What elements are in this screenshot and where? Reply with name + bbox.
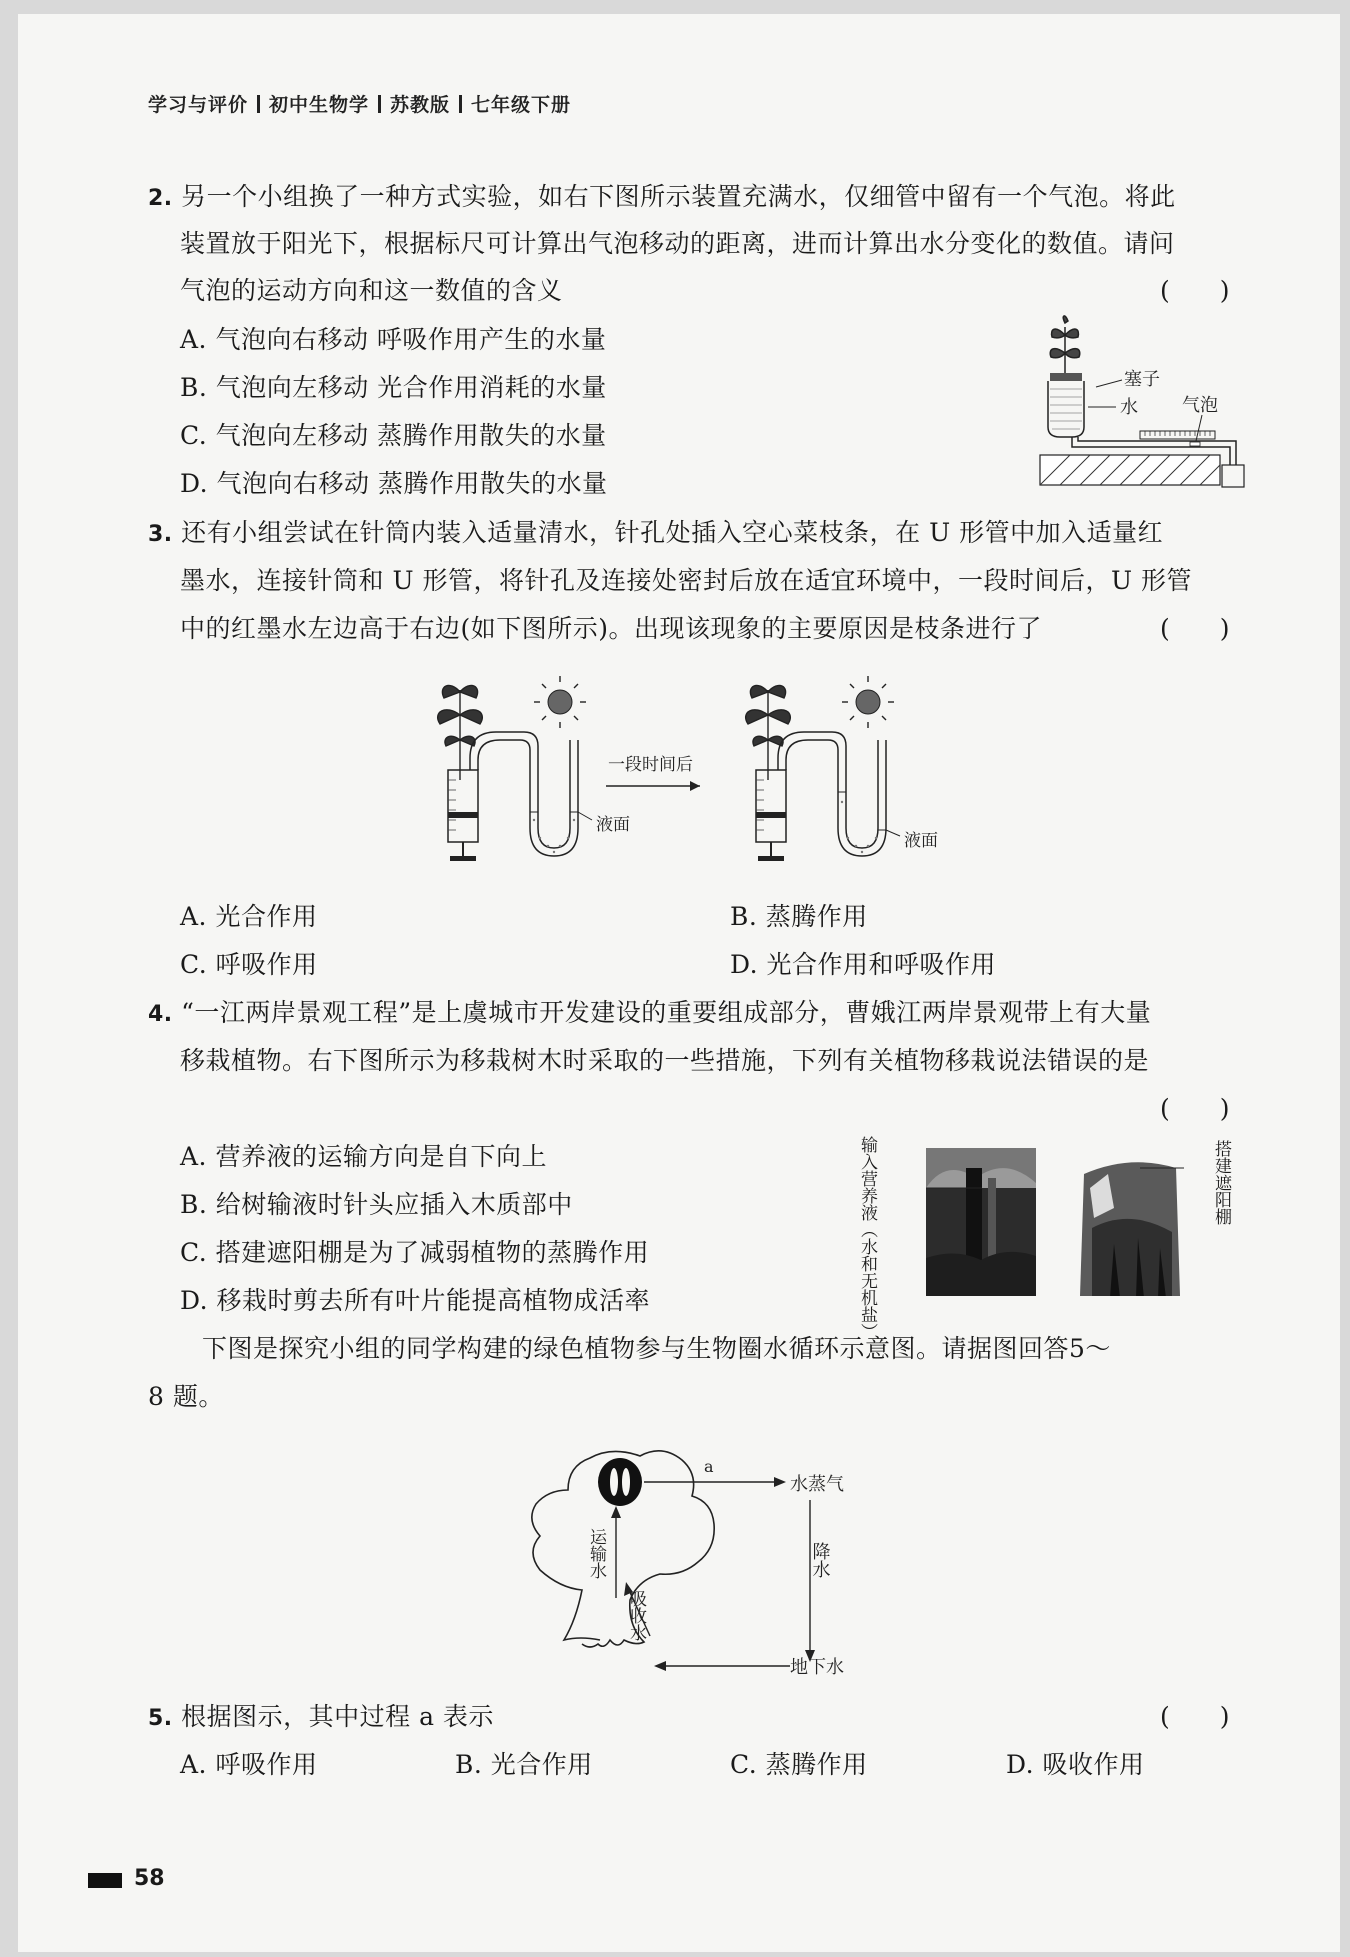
- q2-line3: 气泡的运动方向和这一数值的含义: [180, 276, 563, 305]
- q2-answer-blank: ( ): [1160, 276, 1230, 305]
- setup-before: [438, 676, 630, 861]
- sun-icon: [534, 676, 586, 728]
- small-beaker: [1222, 465, 1244, 487]
- q2-option-c: C. 气泡向左移动 蒸腾作用散失的水量: [180, 421, 607, 450]
- page-number-bar: [88, 1873, 122, 1888]
- q2-option-b: B. 气泡向左移动 光合作用消耗的水量: [180, 373, 607, 402]
- label-transport-water: 运输水: [586, 1528, 606, 1579]
- label-process-a: a: [704, 1457, 714, 1476]
- q5-option-c: C. 蒸腾作用: [730, 1750, 868, 1779]
- q2-stem-1: 另一个小组换了一种方式实验，如右下图所示装置充满水，仅细管中留有一个气泡。将此: [181, 182, 1176, 211]
- plant-sprout-icon: [1050, 316, 1080, 375]
- q3-option-a: A. 光合作用: [180, 902, 318, 931]
- photo-label-shade-shelter: 搭建遮阳棚: [1211, 1140, 1231, 1225]
- q3-number: 3.: [148, 522, 173, 547]
- arrow-precipitation: [805, 1500, 815, 1662]
- u-tube: [470, 732, 570, 848]
- running-header: [148, 90, 571, 117]
- q2-option-a: A. 气泡向右移动 呼吸作用产生的水量: [180, 325, 607, 354]
- syringe-barrel: [448, 770, 478, 842]
- photo-tree-infusion: [926, 1148, 1036, 1296]
- q4-option-c: C. 搭建遮阳棚是为了减弱植物的蒸腾作用: [180, 1238, 650, 1267]
- liquid-level-label-before: 液面: [596, 815, 630, 835]
- setup-after: [746, 676, 938, 861]
- label-stopper: 塞子: [1124, 369, 1160, 390]
- time-arrow: [606, 755, 700, 791]
- header-separator: [257, 95, 260, 113]
- stopper: [1050, 373, 1082, 381]
- q4-option-d: D. 移栽时剪去所有叶片能提高植物成活率: [180, 1286, 651, 1315]
- arrow-water-transport: [611, 1506, 621, 1598]
- q3-line1: [148, 518, 1163, 550]
- header-series: 学习与评价: [148, 94, 249, 116]
- q4-stem-1: “一江两岸景观工程”是上虞城市开发建设的重要组成部分，曹娥江两岸景观带上有大量: [181, 998, 1152, 1027]
- air-bubble: [1190, 442, 1200, 446]
- intro-line2: 8 题。: [148, 1382, 224, 1411]
- q2-apparatus-figure: [1030, 315, 1250, 495]
- q4-answer-blank: ( ): [1160, 1094, 1230, 1123]
- q4-line2: 移栽植物。右下图所示为移栽树木时采取的一些措施，下列有关植物移栽说法错误的是: [180, 1046, 1150, 1075]
- label-absorb-water: 吸收水: [626, 1590, 646, 1641]
- header-separator: [378, 95, 381, 113]
- stomata-icon: [598, 1458, 642, 1506]
- q3-stem-1: 还有小组尝试在针筒内装入适量清水，针孔处插入空心菜枝条，在 U 形管中加入适量红: [181, 518, 1164, 547]
- q4-number: 4.: [148, 1002, 173, 1027]
- q5-answer-blank: ( ): [1160, 1702, 1230, 1731]
- q2-number: 2.: [148, 186, 173, 211]
- q5-stem: 根据图示，其中过程 a 表示: [181, 1702, 494, 1731]
- header-edition: 苏教版: [390, 94, 451, 116]
- ruler: [1140, 431, 1215, 439]
- q3-syringe-u-tube-figure: [420, 670, 980, 880]
- q5-option-d: D. 吸收作用: [1006, 1750, 1145, 1779]
- header-subject: 初中生物学: [269, 94, 370, 116]
- q5-number: 5.: [148, 1706, 173, 1731]
- q3-option-b: B. 蒸腾作用: [730, 902, 868, 931]
- q3-option-c: C. 呼吸作用: [180, 950, 318, 979]
- q4-option-b: B. 给树输液时针头应插入木质部中: [180, 1190, 573, 1219]
- label-water: 水: [1120, 397, 1138, 418]
- intro-line1: 下图是探究小组的同学构建的绿色植物参与生物圈水循环示意图。请据图回答5～: [202, 1334, 1111, 1363]
- q4-option-a: A. 营养液的运输方向是自下向上: [180, 1142, 547, 1171]
- water-cycle-diagram: [520, 1440, 880, 1690]
- q3-line3: 中的红墨水左边高于右边(如下图所示)。出现该现象的主要原因是枝条进行了: [180, 614, 1043, 643]
- sun-icon: [842, 676, 894, 728]
- label-groundwater: 地下水: [790, 1657, 844, 1678]
- q5-line1: [148, 1702, 494, 1734]
- q3-answer-blank: ( ): [1160, 614, 1230, 643]
- arrow-transpiration-a: [644, 1457, 786, 1487]
- photo-shade-shelter: [1080, 1148, 1184, 1296]
- wooden-base: [1040, 455, 1220, 485]
- q4-line1: [148, 998, 1151, 1030]
- label-bubble: 气泡: [1182, 395, 1218, 416]
- label-precipitation: 降水: [809, 1542, 831, 1578]
- q5-option-a: A. 呼吸作用: [180, 1750, 318, 1779]
- q5-option-b: B. 光合作用: [455, 1750, 593, 1779]
- photo-label-nutrient-infusion: 输入营养液（水和无机盐）: [857, 1136, 877, 1340]
- syringe-plunger: [448, 812, 478, 818]
- label-water-vapor: 水蒸气: [790, 1474, 844, 1495]
- q3-line2: 墨水，连接针筒和 U 形管，将针孔及连接处密封后放在适宜环境中，一段时间后，U 形管: [180, 566, 1192, 595]
- plant-sprout-icon: [438, 685, 483, 780]
- q3-option-d: D. 光合作用和呼吸作用: [730, 950, 997, 979]
- arrow-groundwater: [654, 1661, 790, 1671]
- q2-option-d: D. 气泡向右移动 蒸腾作用散失的水量: [180, 469, 608, 498]
- header-separator: [459, 95, 462, 113]
- page-number: 58: [134, 1866, 165, 1891]
- header-grade: 七年级下册: [471, 94, 572, 116]
- q2-line2: 装置放于阳光下，根据标尺可计算出气泡移动的距离，进而计算出水分变化的数值。请问: [180, 229, 1175, 258]
- after-some-time-label: 一段时间后: [608, 755, 693, 775]
- plant-sprout-icon: [746, 685, 791, 780]
- liquid-level-label-after: 液面: [904, 831, 938, 851]
- q2-line1: [148, 182, 1176, 214]
